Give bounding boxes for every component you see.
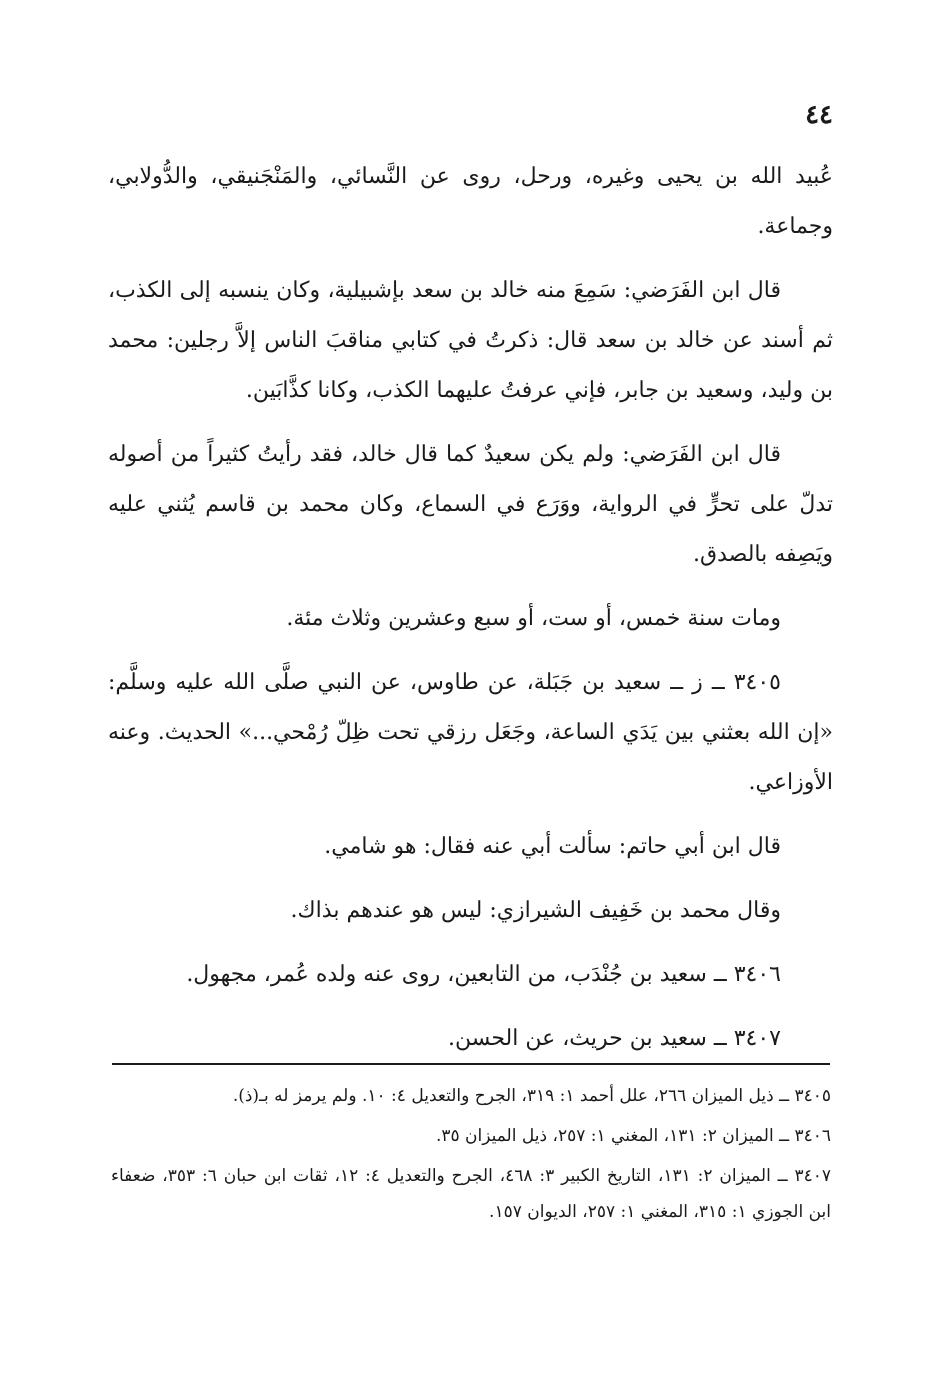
- footnote-3407: ٣٤٠٧ ــ الميزان ٢: ١٣١، التاريخ الكبير ٣: ٤٦٨، الجرح والتعديل ٤: ١٢، ثقات ابن حبان ٦: ٣٥٣، ضعفاء ابن الجوزي ١: ٣١٥، المغني ١: ٢٥٧، الديوان ١٥٧.: [111, 1166, 831, 1222]
- footnote-3406: ٣٤٠٦ ــ الميزان ٢: ١٣١، المغني ١: ٢٥٧، ذيل الميزان ٣٥.: [435, 1126, 831, 1146]
- paragraph-continuation: عُبيد الله بن يحيى وغيره، ورحل، روى عن النَّسائي، والمَنْجَنيقي، والدُّولابي، وجماعة.: [108, 164, 833, 239]
- entry-3405: ٣٤٠٥ ــ ز ــ سعيد بن جَبَلة، عن طاوس، عن النبي صلَّى الله عليه وسلَّم: «إن الله بعثني بين يَدَي الساعة، وجَعَل رزقي تحت ظِلّ رُمْحي...» الحديث. وعنه الأوزاعي.: [108, 670, 833, 795]
- paragraph-ibn-abi-hatim: قال ابن أبي حاتم: سألت أبي عنه فقال: هو شامي.: [324, 834, 781, 859]
- paragraph-ibn-faradi-quote: قال ابن الفَرَضي: سَمِعَ منه خالد بن سعد بإشبيلية، وكان ينسبه إلى الكذب، ثم أسند عن خالد بن سعد قال: ذكرتُ في كتابي مناقبَ الناس إلاَّ رجلين: محمد بن وليد، وسعيد بن جابر، فإني عرفتُ عليهما الكذب، وكانا كذَّابَين.: [108, 278, 833, 403]
- footnote-divider: [112, 1063, 830, 1065]
- main-text: [108, 152, 833, 1078]
- paragraph-ibn-khafif: وقال محمد بن خَفِيف الشيرازي: ليس هو عندهم بذاك.: [290, 898, 781, 923]
- page-number: ٤٤: [805, 100, 833, 130]
- footnote-3405: ٣٤٠٥ ــ ذيل الميزان ٢٦٦، علل أحمد ١: ٣١٩، الجرح والتعديل ٤: ١٠. ولم يرمز له بـ(ذ).: [232, 1086, 831, 1106]
- paragraph-ibn-faradi-assessment: قال ابن الفَرَضي: ولم يكن سعيدٌ كما قال خالد، فقد رأيتُ كثيراً من أصوله تدلّ على تحرٍّ في الرواية، ووَرَع في السماع، وكان محمد بن قاسم يُثني عليه ويَصِفه بالصدق.: [108, 442, 833, 567]
- footnotes: [111, 1078, 831, 1234]
- entry-3407: ٣٤٠٧ ــ سعيد بن حريث، عن الحسن.: [447, 1026, 781, 1051]
- entry-3406: ٣٤٠٦ ــ سعيد بن جُنْدَب، من التابعين، روى عنه ولده عُمر، مجهول.: [186, 962, 781, 987]
- paragraph-death-year: ومات سنة خمس، أو ست، أو سبع وعشرين وثلاث مئة.: [286, 606, 781, 631]
